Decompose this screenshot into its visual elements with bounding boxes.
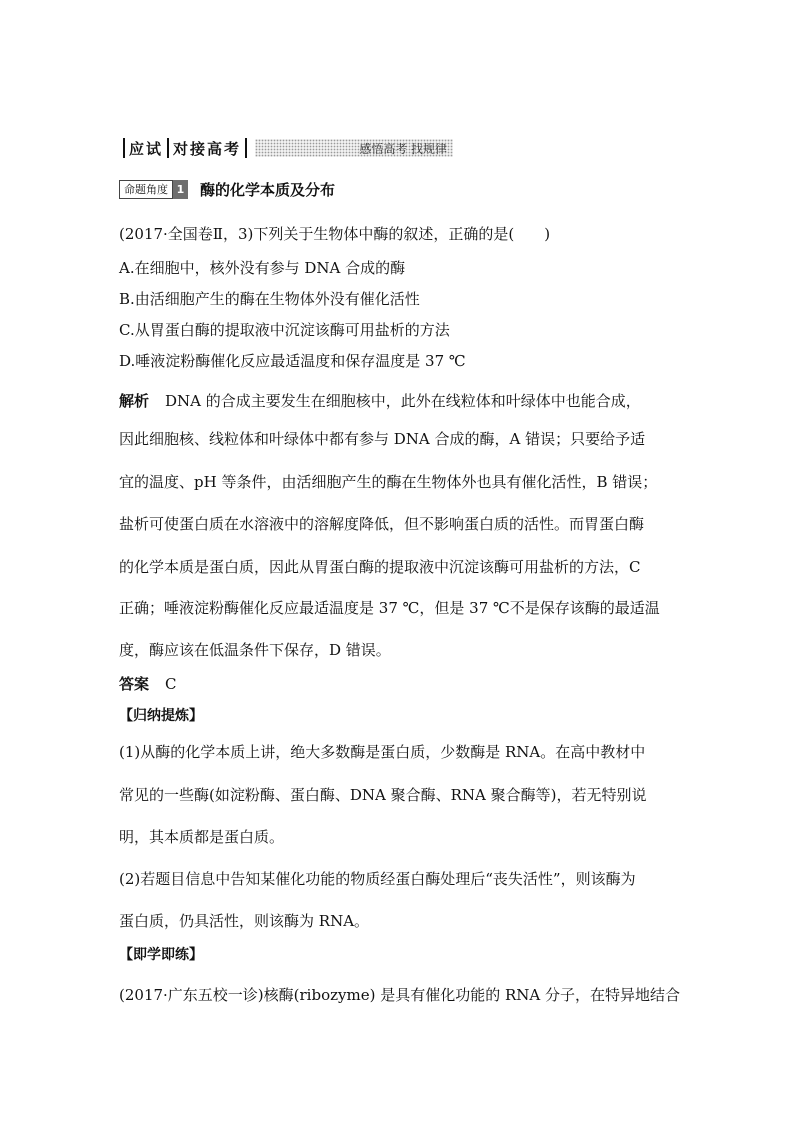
summary-label: 【归纳提炼】 (119, 708, 203, 724)
banner-part2: 对接高考 (173, 139, 242, 158)
question-option: A.在细胞中，核外没有参与 DNA 合成的酶 (119, 259, 406, 277)
question-option: C.从胃蛋白酶的提取液中沉淀该酶可用盐析的方法 (119, 321, 450, 339)
summary-line: 常见的一些酶(如淀粉酶、蛋白酶、DNA 聚合酶、RNA 聚合酶等)，若无特别说 (119, 786, 647, 804)
analysis-label: 解析 (119, 392, 150, 410)
banner-bar (167, 138, 169, 158)
analysis-line: 正确；唾液淀粉酶催化反应最适温度是 37 ℃，但是 37 ℃不是保存该酶的最适温 (119, 599, 660, 617)
analysis-line: 宜的温度、pH 等条件，由活细胞产生的酶在生物体外也具有催化活性，B 错误； (119, 473, 658, 491)
analysis-line: 盐析可使蛋白质在水溶液中的溶解度降低，但不影响蛋白质的活性。而胃蛋白酶 (119, 515, 645, 533)
banner-bar (245, 138, 247, 158)
analysis-line: 因此细胞核、线粒体和叶绿体中都有参与 DNA 合成的酶，A 错误；只要给予适 (119, 430, 646, 448)
analysis-line: 度，酶应该在低温条件下保存，D 错误。 (119, 641, 391, 659)
practice-line: (2017·广东五校一诊)核酶(ribozyme) 是具有催化功能的 RNA 分子，在特异地结合 (119, 986, 680, 1004)
practice-label: 【即学即练】 (119, 947, 203, 963)
answer-line (119, 674, 177, 694)
banner-subtitle: 感悟高考 找规律 (359, 141, 448, 156)
banner-subtitle-strip (255, 139, 453, 157)
summary-line: 明，其本质都是蛋白质。 (119, 828, 285, 846)
banner-bar (123, 138, 125, 158)
answer-value: C (165, 675, 177, 693)
section-banner (119, 136, 453, 160)
analysis-text: DNA 的合成主要发生在细胞核中，此外在线粒体和叶绿体中也能合成， (165, 392, 641, 410)
summary-line: (2)若题目信息中告知某催化功能的物质经蛋白酶处理后“丧失活性”，则该酶为 (119, 870, 636, 888)
banner-part1: 应试 (129, 139, 164, 158)
angle-number: 1 (173, 180, 188, 199)
analysis-line: 的化学本质是蛋白质，因此从胃蛋白酶的提取液中沉淀该酶可用盐析的方法，C (119, 558, 641, 576)
summary-line: 蛋白质，仍具活性，则该酶为 RNA。 (119, 912, 370, 930)
question-option: D.唾液淀粉酶催化反应最适温度和保存温度是 37 ℃ (119, 352, 466, 370)
angle-title: 酶的化学本质及分布 (200, 181, 336, 199)
analysis-line (119, 391, 641, 411)
answer-label: 答案 (119, 675, 150, 693)
topic-angle (119, 179, 335, 200)
summary-line: (1)从酶的化学本质上讲，绝大多数酶是蛋白质，少数酶是 RNA。在高中教材中 (119, 743, 646, 761)
question-option: B.由活细胞产生的酶在生物体外没有催化活性 (119, 290, 420, 308)
angle-tag: 命题角度 (119, 180, 173, 199)
question-stem: (2017·全国卷Ⅱ，3)下列关于生物体中酶的叙述，正确的是( ) (119, 225, 551, 243)
